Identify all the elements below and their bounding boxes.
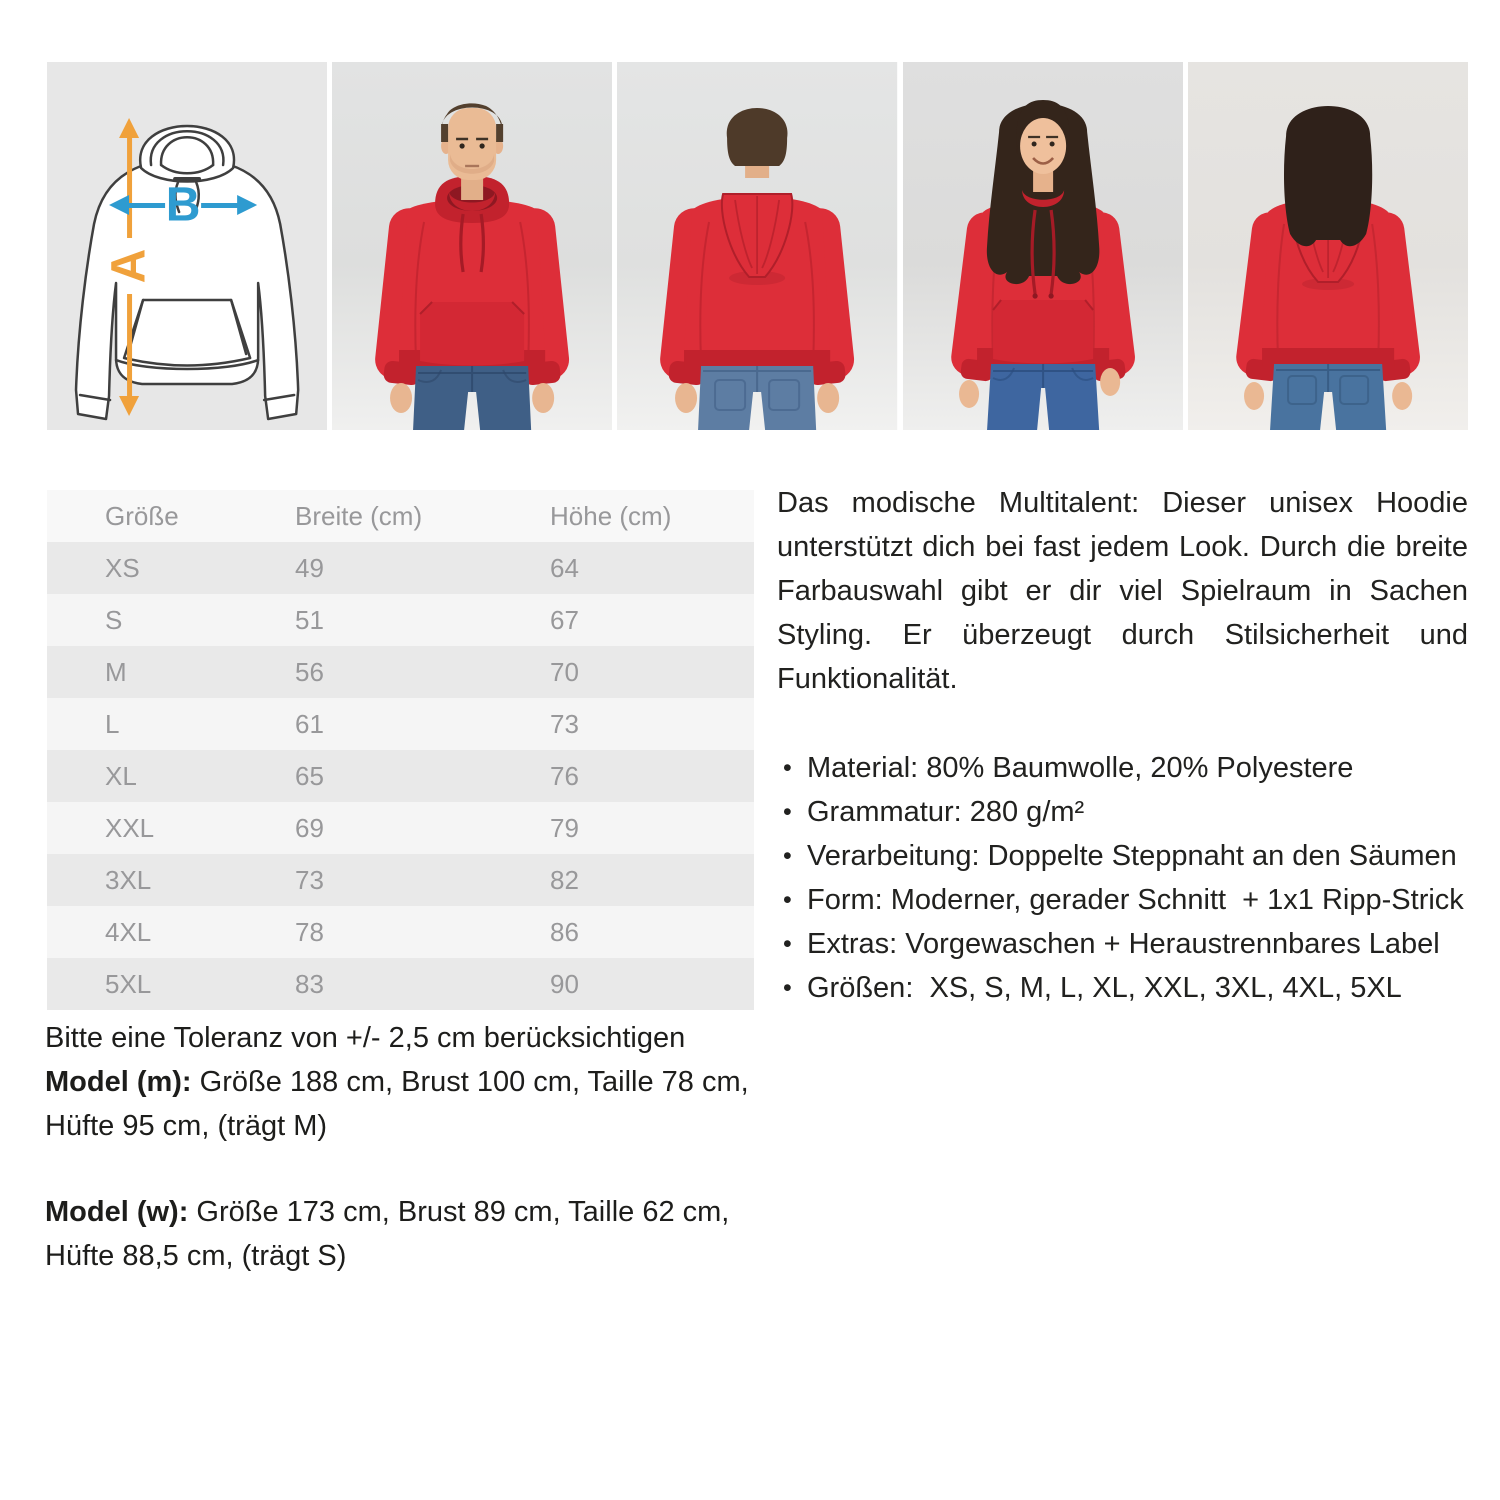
male-back-illustration: [617, 62, 897, 430]
table-row: [47, 698, 754, 750]
hoodie: [659, 194, 857, 386]
hair-back: [1284, 106, 1372, 246]
cell-height: 73: [550, 708, 579, 739]
feature-item-grammatur: [777, 790, 1468, 834]
product-description: [777, 481, 1468, 1010]
bullet-icon: •: [783, 886, 792, 914]
product-image-male-back: [617, 62, 897, 430]
feature-text: Größen: XS, S, M, L, XL, XXL, 3XL, 4XL, 5XL: [807, 972, 1402, 1004]
feature-item-material: [777, 746, 1468, 790]
cell-width: 69: [295, 812, 324, 843]
cell-size: S: [105, 604, 123, 635]
table-row: [47, 854, 754, 906]
feature-list: [777, 746, 1468, 1010]
column-header-size: Größe: [105, 500, 179, 531]
feature-item-form: [777, 878, 1468, 922]
product-image-female-front: [903, 62, 1183, 430]
cell-height: 86: [550, 916, 579, 947]
female-back-illustration: [1188, 62, 1468, 430]
cell-height: 67: [550, 604, 579, 635]
model-m-label: Model (m):: [45, 1066, 192, 1098]
tolerance-note: Bitte eine Toleranz von +/- 2,5 cm berücksichtigen: [45, 1022, 686, 1054]
size-notes: [45, 1016, 757, 1278]
product-image-measurement-diagram: [47, 62, 327, 430]
cell-height: 90: [550, 968, 579, 999]
cell-width: 56: [295, 656, 324, 687]
cell-width: 49: [295, 552, 324, 583]
model-w-label: Model (w):: [45, 1196, 189, 1228]
cell-width: 73: [295, 864, 324, 895]
cell-height: 79: [550, 812, 579, 843]
feature-item-sizes: [777, 966, 1468, 1010]
hoodie-measurement-diagram: [47, 62, 327, 430]
feature-text: Grammatur: 280 g/m²: [807, 796, 1085, 828]
feature-text: Extras: Vorgewaschen + Heraustrennbares Label: [807, 928, 1440, 960]
model-m-note: [45, 1060, 757, 1148]
product-image-female-back: [1188, 62, 1468, 430]
cell-height: 82: [550, 864, 579, 895]
cell-size: XL: [105, 760, 137, 791]
product-image-strip: [47, 62, 1468, 430]
cell-size: M: [105, 656, 127, 687]
cell-size: 3XL: [105, 864, 152, 895]
bullet-icon: •: [783, 930, 792, 958]
table-row: [47, 906, 754, 958]
table-row: [47, 958, 754, 1010]
cell-width: 61: [295, 708, 324, 739]
cell-width: 51: [295, 604, 324, 635]
cell-size: 5XL: [105, 968, 152, 999]
cell-width: 78: [295, 916, 324, 947]
cell-height: 64: [550, 552, 579, 583]
size-table-header-row: [47, 490, 754, 542]
table-row: [47, 542, 754, 594]
cell-width: 83: [295, 968, 324, 999]
model-w-note: [45, 1190, 757, 1278]
feature-item-verarbeitung: [777, 834, 1468, 878]
table-row: [47, 750, 754, 802]
table-row: [47, 594, 754, 646]
bullet-icon: •: [783, 798, 792, 826]
column-header-height: Höhe (cm): [550, 500, 672, 531]
feature-text: Form: Moderner, gerader Schnitt + 1x1 Ripp-Strick: [807, 884, 1464, 916]
description-intro: Das modische Multitalent: Dieser unisex Hoodie unterstützt dich bei fast jedem Look. Durch die breite Farbauswahl gibt er dir viel Spielraum in Sachen Styling. Er überzeugt durch Stilsicherheit und Funktionalität.: [777, 487, 1468, 695]
cell-height: 76: [550, 760, 579, 791]
female-front-illustration: [903, 62, 1183, 430]
bullet-icon: •: [783, 974, 792, 1002]
bullet-icon: •: [783, 842, 792, 870]
cell-size: L: [105, 708, 120, 739]
cell-size: 4XL: [105, 916, 152, 947]
feature-item-extras: [777, 922, 1468, 966]
cell-size: XXL: [105, 812, 155, 843]
bullet-icon: •: [783, 754, 792, 782]
model-m-text: Größe 188 cm, Brust 100 cm, Taille 78 cm, Hüfte 95 cm, (trägt M): [45, 1066, 749, 1142]
cell-size: XS: [105, 552, 140, 583]
model-w-text: Größe 173 cm, Brust 89 cm, Taille 62 cm, Hüfte 88,5 cm, (trägt S): [45, 1196, 730, 1272]
table-row: [47, 646, 754, 698]
male-front-illustration: [332, 62, 612, 430]
column-header-width: Breite (cm): [295, 500, 423, 531]
cell-width: 65: [295, 760, 324, 791]
label-a: A: [102, 248, 156, 284]
feature-text: Material: 80% Baumwolle, 20% Polyestere: [807, 752, 1354, 784]
table-row: [47, 802, 754, 854]
cell-height: 70: [550, 656, 579, 687]
product-image-male-front: [332, 62, 612, 430]
hair-back: [727, 108, 788, 166]
label-b: B: [165, 178, 201, 232]
feature-text: Verarbeitung: Doppelte Steppnaht an den Säumen: [807, 840, 1457, 872]
size-table: [47, 490, 754, 1010]
